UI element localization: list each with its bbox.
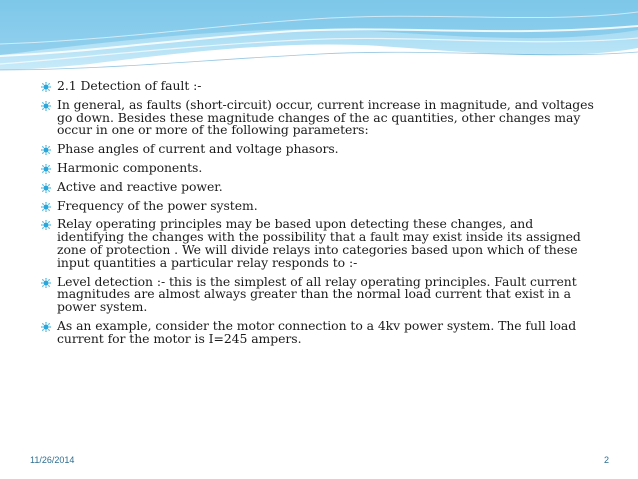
bullet-text: Harmonic components. bbox=[57, 159, 203, 175]
footer-date: 11/26/2014 bbox=[30, 455, 75, 465]
sun-bullet-icon bbox=[41, 220, 51, 230]
bullet-text: Active and reactive power. bbox=[57, 178, 223, 194]
bullet-text: In general, as faults (short-circuit) occur, current increase in magnitude, and voltages go down. Besides these magnitude changes of the ac quantities, other changes may occur in one or more of the following parameters: bbox=[57, 96, 594, 138]
bullet-item bbox=[40, 273, 600, 315]
sun-bullet-icon bbox=[41, 101, 51, 111]
sun-bullet-icon bbox=[41, 322, 51, 332]
bullet-item bbox=[40, 178, 600, 194]
wave-decoration bbox=[0, 0, 638, 78]
bullet-text: Phase angles of current and voltage phasors. bbox=[57, 141, 339, 157]
slide-content bbox=[40, 80, 600, 352]
sun-bullet-icon bbox=[41, 183, 51, 193]
bullet-text: Level detection :- this is the simplest of all relay operating principles. Fault current magnitudes are almost always greater than the normal load current that exist in a power system. bbox=[57, 273, 577, 315]
sun-bullet-icon bbox=[41, 164, 51, 174]
bullet-text: Frequency of the power system. bbox=[57, 197, 258, 213]
bullet-item bbox=[40, 96, 600, 138]
bullet-item bbox=[40, 197, 600, 213]
bullet-item bbox=[40, 218, 600, 269]
bullet-text: Relay operating principles may be based upon detecting these changes, and identifying the changes with the possibility that a fault may exist inside its assigned zone of protection . We will divide relays into categories based upon which of these input quantities a particular relay responds to :- bbox=[57, 216, 581, 270]
bullet-item bbox=[40, 317, 600, 346]
bullet-list bbox=[40, 80, 600, 346]
header-wave-banner bbox=[0, 0, 638, 78]
bullet-item bbox=[40, 159, 600, 175]
page-number: 2 bbox=[603, 455, 609, 465]
bullet-text: As an example, consider the motor connection to a 4kv power system. The full load current for the motor is I=245 ampers. bbox=[57, 317, 577, 346]
sun-bullet-icon bbox=[41, 278, 51, 288]
sun-bullet-icon bbox=[41, 82, 51, 92]
sun-bullet-icon bbox=[41, 202, 51, 212]
sun-bullet-icon bbox=[41, 145, 51, 155]
bullet-item bbox=[40, 80, 600, 93]
bullet-text: 2.1 Detection of fault :- bbox=[57, 78, 202, 93]
bullet-item bbox=[40, 143, 600, 156]
